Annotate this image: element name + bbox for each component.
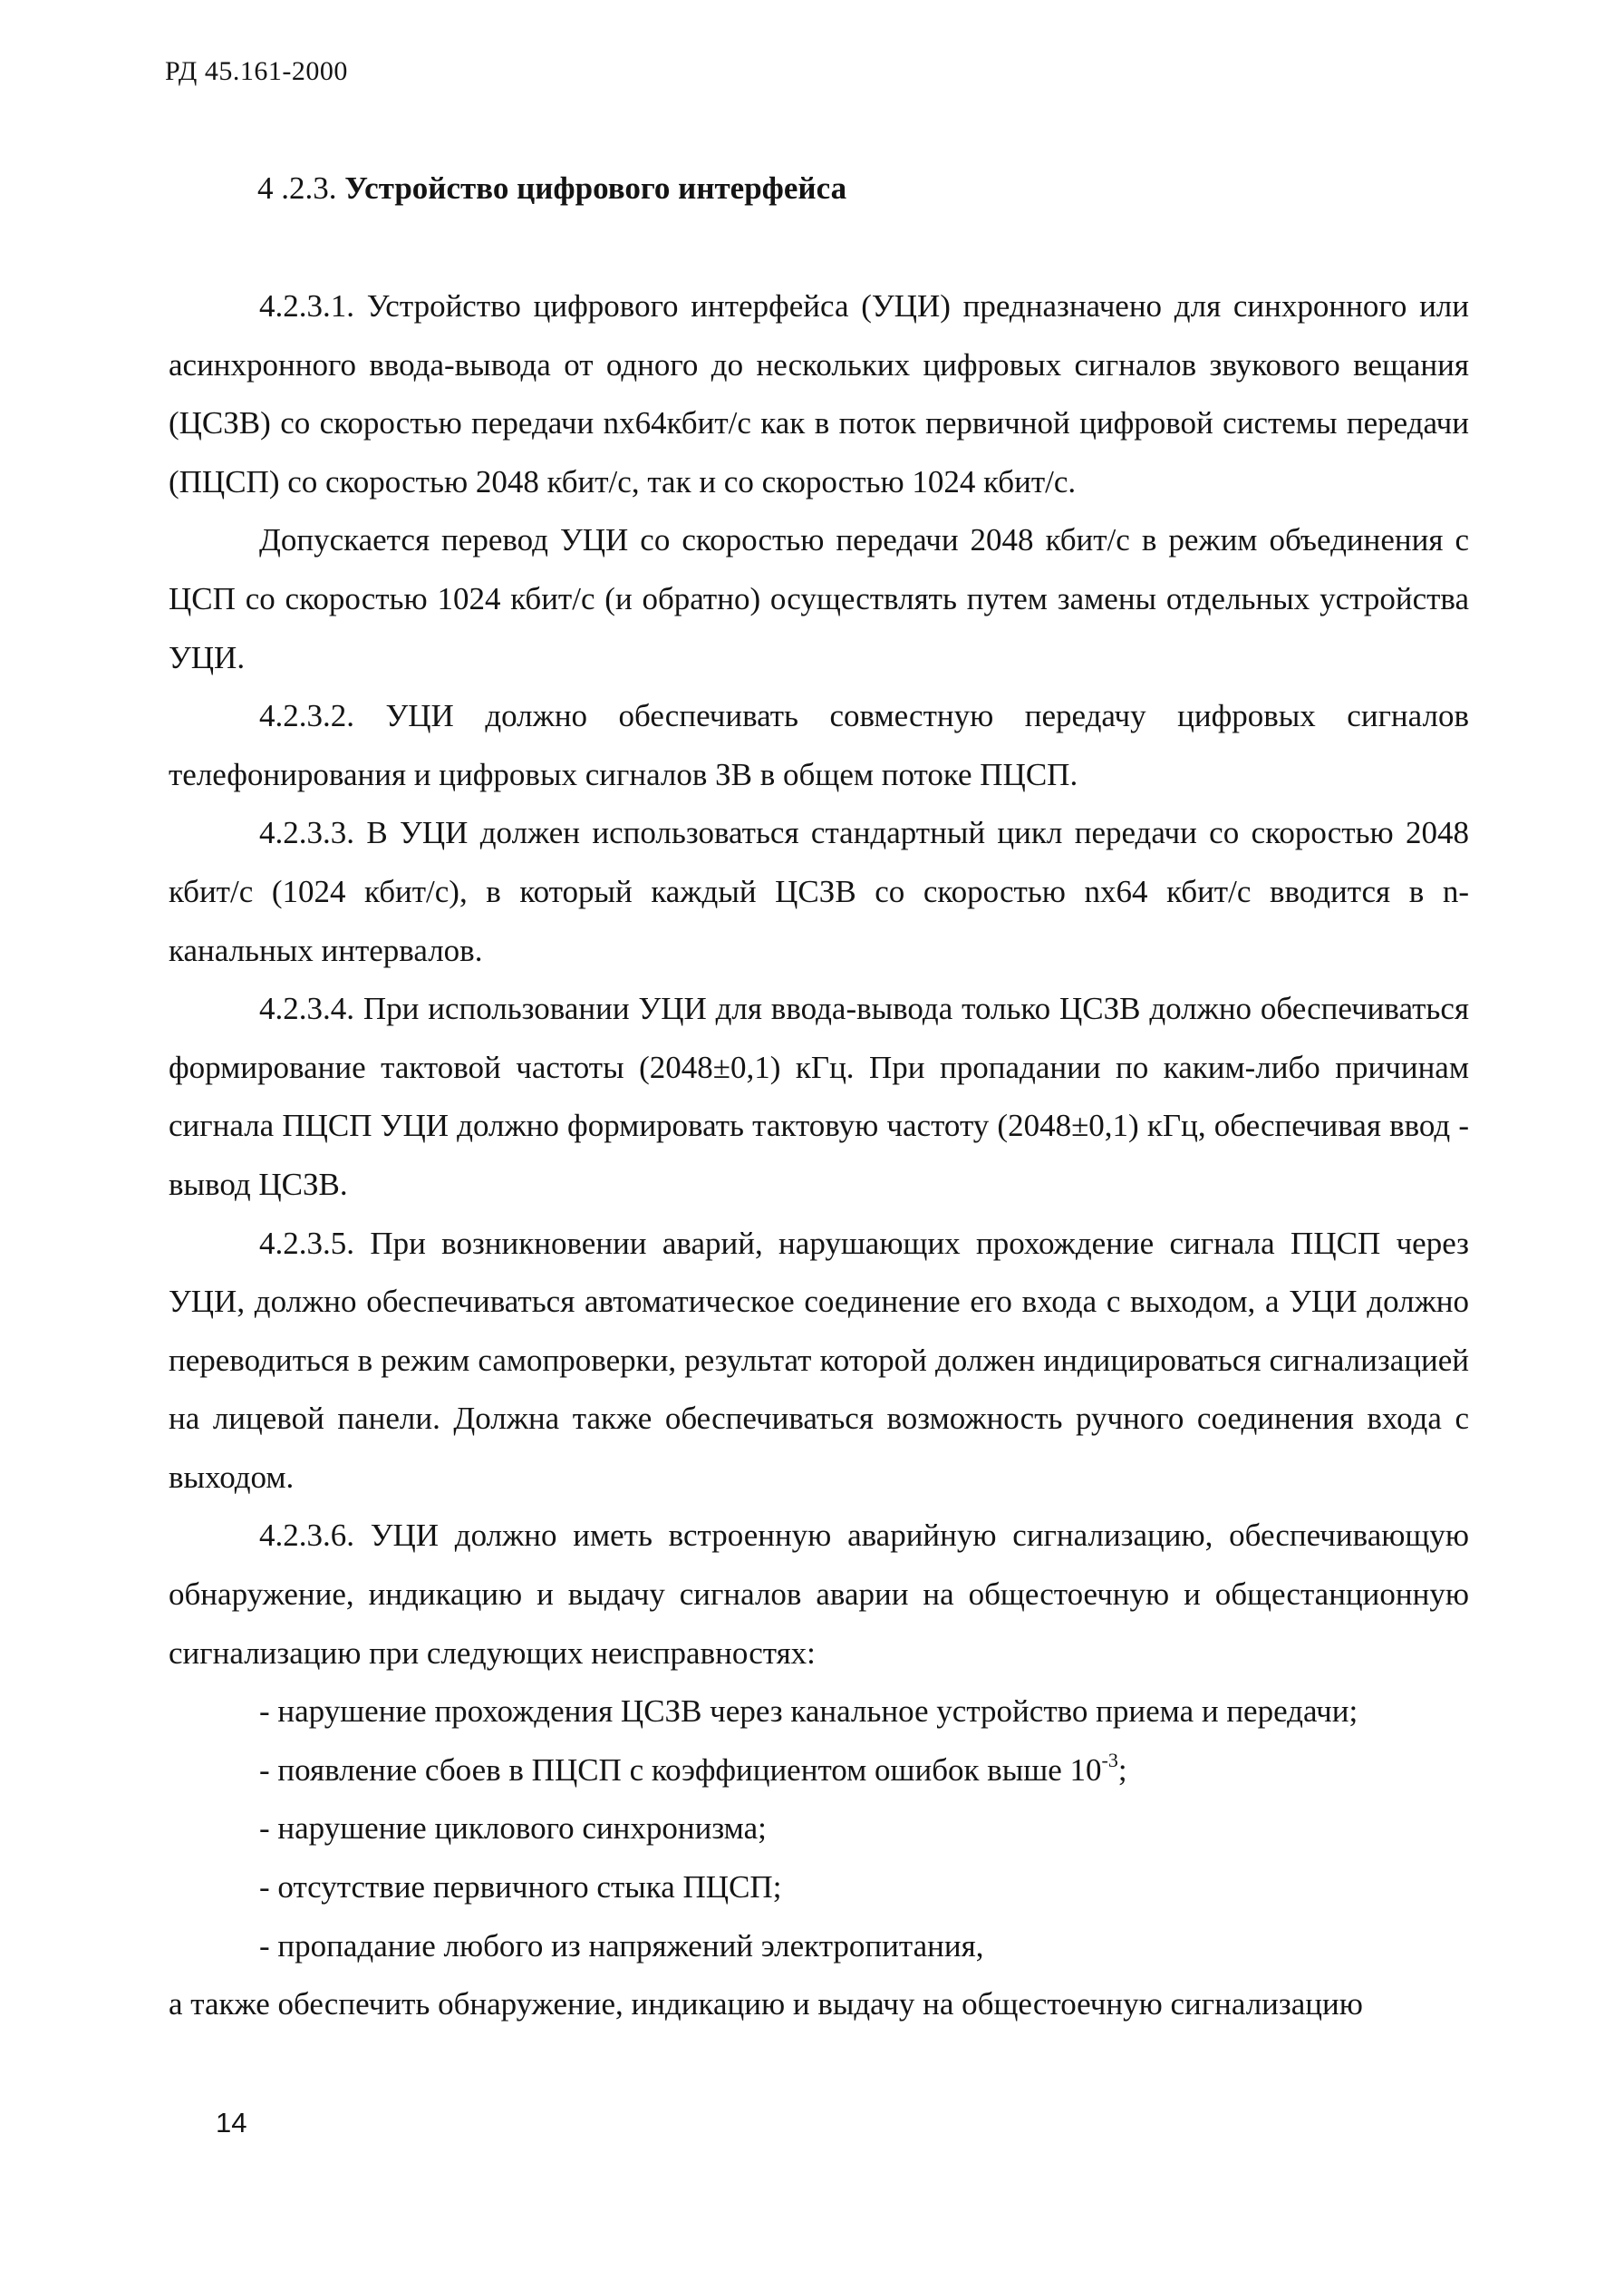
list-item-sync: - нарушение циклового синхронизма; (259, 1810, 767, 1847)
paragraph-4-2-3-4: 4.2.3.4. При использовании УЦИ для ввода-вывода только ЦСЗВ должно обеспечиваться формирование тактовой частоты (2048±0,1) кГц. При пропадании по каким-либо причинам сигнала ПЦСП УЦИ должно формировать тактовую частоту (2048±0,1) кГц, обеспечивая ввод - вывод ЦСЗВ. (169, 991, 1469, 1202)
document-body (169, 277, 1469, 2034)
paragraph-4-2-3-3: 4.2.3.3. В УЦИ должен использоваться стандартный цикл передачи со скоростью 2048 кбит/с (1024 кбит/с), в который каждый ЦСЗВ со скоростью nх64 кбит/с вводится в n-канальных интервалов. (169, 815, 1469, 968)
list-item-error-rate (169, 1741, 1469, 1800)
page-number: 14 (216, 2107, 247, 2138)
list-item-transmission: - нарушение прохождения ЦСЗВ через канальное устройство приема и передачи; (259, 1693, 1358, 1730)
list-item-power: - пропадание любого из напряжений электропитания, (259, 1927, 984, 1964)
closing-line: а также обеспечить обнаружение, индикацию и выдачу на общестоечную сигнализацию (169, 1986, 1363, 2022)
list-item-primary-interface: - отсутствие первичного стыка ПЦСП; (259, 1869, 782, 1906)
list-item-error-rate-text: - появление сбоев в ПЦСП с коэффициентом ошибок выше 10 (259, 1751, 1102, 1788)
section-title: Устройство цифрового интерфейса (344, 170, 847, 206)
list-item-error-rate-suffix: ; (1117, 1751, 1127, 1788)
paragraph-4-2-3-6: 4.2.3.6. УЦИ должно иметь встроенную аварийную сигнализацию, обеспечивающую обнаружение, индикацию и выдачу сигналов аварии на общестоечную и общестанционную сигнализацию при следующих неисправностях: (169, 1518, 1469, 1671)
list-item-error-rate-exponent: -3 (1101, 1749, 1118, 1772)
document-code: РД 45.161-2000 (165, 56, 348, 86)
paragraph-transfer-note: Допускается перевод УЦИ со скоростью передачи 2048 кбит/с в режим объединения с ЦСП со скоростью 1024 кбит/с (и обратно) осуществлять путем замены отдельных устройства УЦИ. (169, 522, 1469, 675)
section-number: 4 .2.3. (257, 170, 337, 206)
paragraph-4-2-3-5: 4.2.3.5. При возникновении аварий, нарушающих прохождение сигнала ПЦСП через УЦИ, должно обеспечиваться автоматическое соединение его входа с выходом, а УЦИ должно переводиться в режим самопроверки, результат которой должен индицироваться сигнализацией на лицевой панели. Должна также обеспечиваться возможность ручного соединения входа с выходом. (169, 1225, 1469, 1495)
paragraph-4-2-3-1: 4.2.3.1. Устройство цифрового интерфейса (УЦИ) предназначено для синхронного или асинхронного ввода-вывода от одного до нескольких цифровых сигналов звукового вещания (ЦСЗВ) со скоростью передачи nх64кбит/с как в поток первичной цифровой системы передачи (ПЦСП) со скоростью 2048 кбит/с, так и со скоростью 1024 кбит/с. (169, 288, 1469, 499)
paragraph-4-2-3-2: 4.2.3.2. УЦИ должно обеспечивать совместную передачу цифровых сигналов телефонирования и цифровых сигналов ЗВ в общем потоке ПЦСП. (169, 698, 1469, 792)
section-heading (257, 170, 846, 207)
